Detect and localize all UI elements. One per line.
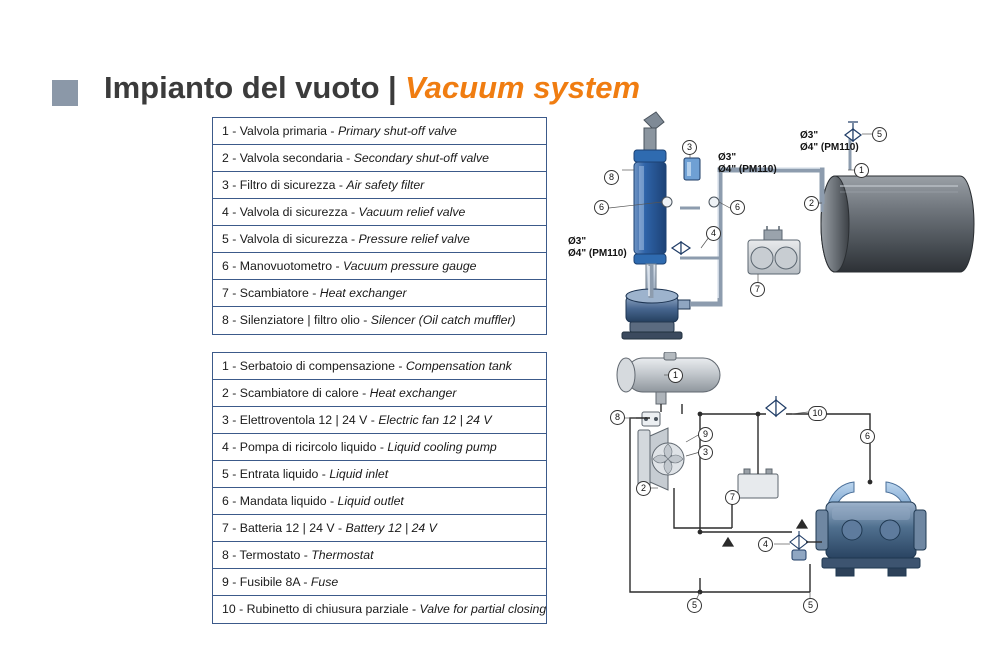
callout-7: 7 (725, 490, 740, 505)
legend-item-english: Primary shut-off valve (337, 124, 457, 138)
callout-5: 5 (872, 127, 887, 142)
legend-item-italian: 4 - Valvola di sicurezza - (222, 205, 359, 219)
vacuum-tank-icon (821, 176, 974, 272)
dimension-line1: Ø3" (568, 236, 587, 247)
callout-8: 8 (604, 170, 619, 185)
dimension-label-left (568, 236, 627, 260)
legend-item-english: Battery 12 | 24 V (345, 521, 437, 535)
legend-item-italian: 3 - Filtro di sicurezza - (222, 178, 347, 192)
page-title (104, 70, 640, 106)
vacuum-system-schematic (560, 108, 990, 348)
legend-row (213, 461, 546, 488)
callout-6: 6 (860, 429, 875, 444)
dimension-line2: Ø4" (PM110) (718, 164, 777, 175)
legend-item-italian: 6 - Manovuotometro - (222, 259, 343, 273)
callout-7: 7 (750, 282, 765, 297)
vacuum-pressure-gauge-icon (662, 197, 719, 207)
liquid-cooling-pump-icon (816, 482, 926, 576)
legend-row (213, 515, 546, 542)
legend-row (213, 434, 546, 461)
callout-9: 9 (698, 427, 713, 442)
legend-item-english: Heat exchanger (369, 386, 457, 400)
dimension-line1: Ø3" (800, 130, 819, 141)
legend-item-english: Valve for partial closing (419, 602, 546, 616)
page-header (0, 30, 1005, 105)
legend-row (213, 353, 546, 380)
page-title-separator: | (388, 70, 397, 105)
legend-row (213, 542, 546, 569)
legend-item-italian: 1 - Serbatoio di compensazione - (222, 359, 406, 373)
callout-4: 4 (706, 226, 721, 241)
callout-3: 3 (698, 445, 713, 460)
legend-item-italian: 1 - Valvola primaria - (222, 124, 338, 138)
legend-row (213, 226, 546, 253)
legend-item-english: Air safety filter (346, 178, 425, 192)
page-title-italian: Impianto del vuoto (104, 70, 380, 105)
legend-row (213, 307, 546, 334)
dimension-line2: Ø4" (PM110) (800, 142, 859, 153)
legend-row (213, 488, 546, 515)
legend-item-italian: 7 - Batteria 12 | 24 V - (222, 521, 346, 535)
legend-item-english: Liquid outlet (337, 494, 404, 508)
legend-row (213, 199, 546, 226)
dimension-label-mid (718, 152, 777, 176)
callout-2: 2 (804, 196, 819, 211)
legend-row (213, 596, 546, 623)
legend-table-cooling-system (212, 352, 547, 624)
header-accent-square (52, 80, 78, 106)
callout-8: 8 (610, 410, 625, 425)
callout-1: 1 (854, 163, 869, 178)
legend-item-italian: 7 - Scambiatore - (222, 286, 320, 300)
dimension-line2: Ø4" (PM110) (568, 248, 627, 259)
legend-item-italian: 10 - Rubinetto di chiusura parziale - (222, 602, 420, 616)
piping-lines (651, 170, 822, 304)
legend-row (213, 145, 546, 172)
legend-row (213, 253, 546, 280)
callout-5-left: 5 (687, 598, 702, 613)
dimension-label-right (800, 130, 859, 154)
dimension-line1: Ø3" (718, 152, 737, 163)
heat-exchanger-icon (748, 226, 800, 274)
legend-item-italian: 3 - Elettroventola 12 | 24 V - (222, 413, 379, 427)
legend-item-english: Liquid cooling pump (387, 440, 497, 454)
legend-item-english: Silencer (Oil catch muffler) (370, 313, 516, 327)
callout-1: 1 (668, 368, 683, 383)
legend-item-italian: 5 - Entrata liquido - (222, 467, 330, 481)
legend-item-english: Compensation tank (405, 359, 512, 373)
legend-row (213, 280, 546, 307)
legend-row (213, 118, 546, 145)
page-title-english: Vacuum system (405, 70, 641, 105)
vacuum-pump-icon (622, 289, 690, 339)
legend-row (213, 172, 546, 199)
legend-item-english: Liquid inlet (329, 467, 389, 481)
legend-item-english: Heat exchanger (319, 286, 407, 300)
legend-item-english: Pressure relief valve (358, 232, 470, 246)
callout-4: 4 (758, 537, 773, 552)
legend-item-english: Thermostat (311, 548, 374, 562)
legend-item-italian: 8 - Silenziatore | filtro olio - (222, 313, 371, 327)
legend-row (213, 569, 546, 596)
legend-item-italian: 2 - Scambiatore di calore - (222, 386, 370, 400)
cooling-system-schematic (560, 352, 990, 632)
thermostat-icon (642, 412, 660, 426)
piping-highlights (649, 168, 820, 298)
legend-item-italian: 8 - Termostato - (222, 548, 312, 562)
legend-item-italian: 6 - Mandata liquido - (222, 494, 338, 508)
callout-2: 2 (636, 481, 651, 496)
pump-valve-icon (790, 531, 808, 560)
partial-closing-valve-icon (766, 396, 786, 416)
legend-item-english: Vacuum relief valve (358, 205, 466, 219)
cooling-system-svg (560, 352, 990, 632)
legend-item-italian: 4 - Pompa di ricircolo liquido - (222, 440, 388, 454)
legend-item-english: Fuse (310, 575, 339, 589)
legend-row (213, 407, 546, 434)
callout-10: 10 (808, 406, 827, 421)
vacuum-system-svg (560, 108, 990, 348)
callout-6-left: 6 (594, 200, 609, 215)
legend-item-english: Electric fan 12 | 24 V (378, 413, 492, 427)
legend-item-english: Vacuum pressure gauge (342, 259, 477, 273)
legend-item-italian: 9 - Fusibile 8A - (222, 575, 311, 589)
legend-row (213, 380, 546, 407)
callout-6-right: 6 (730, 200, 745, 215)
legend-item-italian: 2 - Valvola secondaria - (222, 151, 354, 165)
air-safety-filter-icon (684, 158, 700, 180)
legend-table-vacuum-system (212, 117, 547, 335)
legend-item-italian: 5 - Valvola di sicurezza - (222, 232, 359, 246)
callout-3: 3 (682, 140, 697, 155)
callout-5-right: 5 (803, 598, 818, 613)
legend-item-english: Secondary shut-off valve (353, 151, 490, 165)
